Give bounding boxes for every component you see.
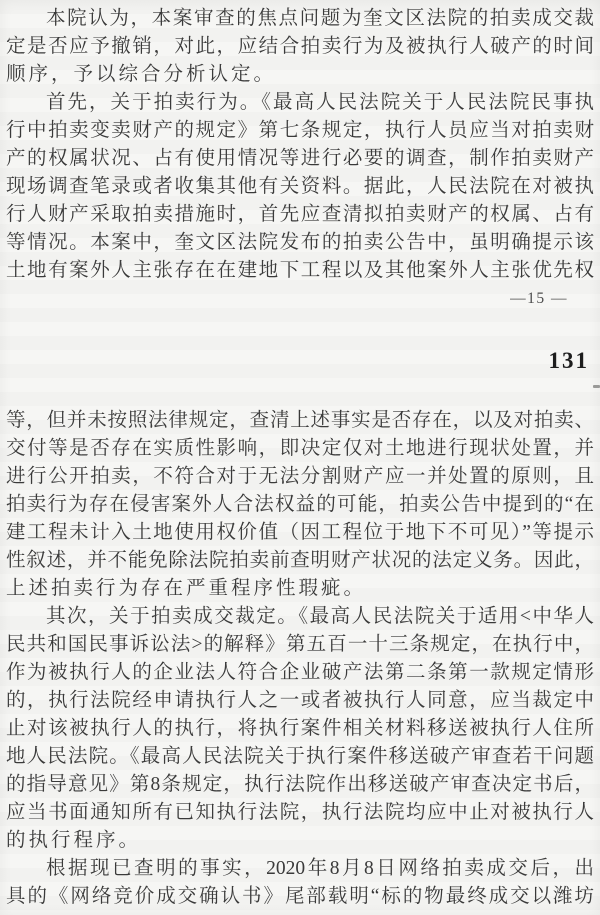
- text-line: 定是否应予撤销，对此，应结合拍卖行为及被执行人破产的时间: [6, 36, 594, 57]
- text-line: 本院认为，本案审查的焦点问题为奎文区法院的拍卖成交裁: [45, 8, 594, 29]
- text-line: 等情况。本案中，奎文区法院发布的拍卖公告中，虽明确提示该: [6, 232, 594, 253]
- text-line: 首先，关于拍卖行为。《最高人民法院关于人民法院民事执: [45, 92, 594, 113]
- text-line: 进行公开拍卖，不符合对于无法分割财产应一并处置的原则，且: [6, 466, 594, 487]
- scan-edge-artifact: [593, 385, 600, 388]
- text-line: 民共和国民事诉讼法>的解释》第五百一十三条规定，在执行中，: [6, 634, 594, 655]
- text-line: 交付等是否存在实质性影响，即决定仅对土地进行现状处置，并: [6, 438, 594, 459]
- text-line: 上述拍卖行为存在严重程序性瑕疵。: [6, 578, 367, 599]
- text-line: 作为被执行人的企业法人符合企业破产法第二条第一款规定情形: [6, 662, 594, 683]
- page-15-text-block: [6, 5, 594, 308]
- page-16-text-block: [6, 407, 594, 911]
- text-line: 地人民法院。《最高人民法院关于执行案件移送破产审查若干问题: [6, 746, 594, 767]
- text-line: 具的《网络竞价成交确认书》尾部载明“标的物最终成交以潍坊: [6, 886, 594, 907]
- page-number-footer: —15 —: [510, 290, 568, 307]
- text-line: 性叙述，并不能免除法院拍卖前查明财产状况的法定义务。因此，: [6, 550, 594, 571]
- text-line: 行人财产采取拍卖措施时，首先应查清拟拍卖财产的权属、占有: [6, 204, 594, 225]
- text-line: 等，但并未按照法律规定，查清上述事实是否存在，以及对拍卖、: [6, 410, 594, 431]
- text-line: 止对该被执行人的执行，将执行案件相关材料移送被执行人住所: [6, 718, 594, 739]
- scan-sheet-number: 131: [548, 348, 589, 373]
- text-line: 的执行程序。: [6, 830, 142, 851]
- text-line: 根据现已查明的事实，2020年8月8日网络拍卖成交后，出: [45, 858, 594, 879]
- text-line: 现场调查笔录或者收集其他有关资料。据此，人民法院在对被执: [6, 176, 594, 197]
- text-line: 顺序，予以综合分析认定。: [6, 64, 277, 85]
- text-line: 行中拍卖变卖财产的规定》第七条规定，执行人员应当对拍卖财: [6, 120, 594, 141]
- text-line: 土地有案外人主张存在在建地下工程以及其他案外人主张优先权: [6, 260, 594, 281]
- text-line: 其次，关于拍卖成交裁定。《最高人民法院关于适用<中华人: [45, 606, 594, 627]
- text-line: 的指导意见》第8条规定，执行法院作出移送破产审查决定书后，: [6, 774, 594, 795]
- text-line: 应当书面通知所有已知执行法院，执行法院均应中止对被执行人: [6, 802, 594, 823]
- text-line: 建工程未计入土地使用权价值（因工程位于地下不可见）”等提示: [6, 522, 594, 543]
- text-line: 拍卖行为存在侵害案外人合法权益的可能，拍卖公告中提到的“在: [6, 494, 594, 515]
- text-line: 的，执行法院经申请执行人之一或者被执行人同意，应当裁定中: [6, 690, 594, 711]
- text-line: 产的权属状况、占有使用情况等进行必要的调查，制作拍卖财产: [6, 148, 594, 169]
